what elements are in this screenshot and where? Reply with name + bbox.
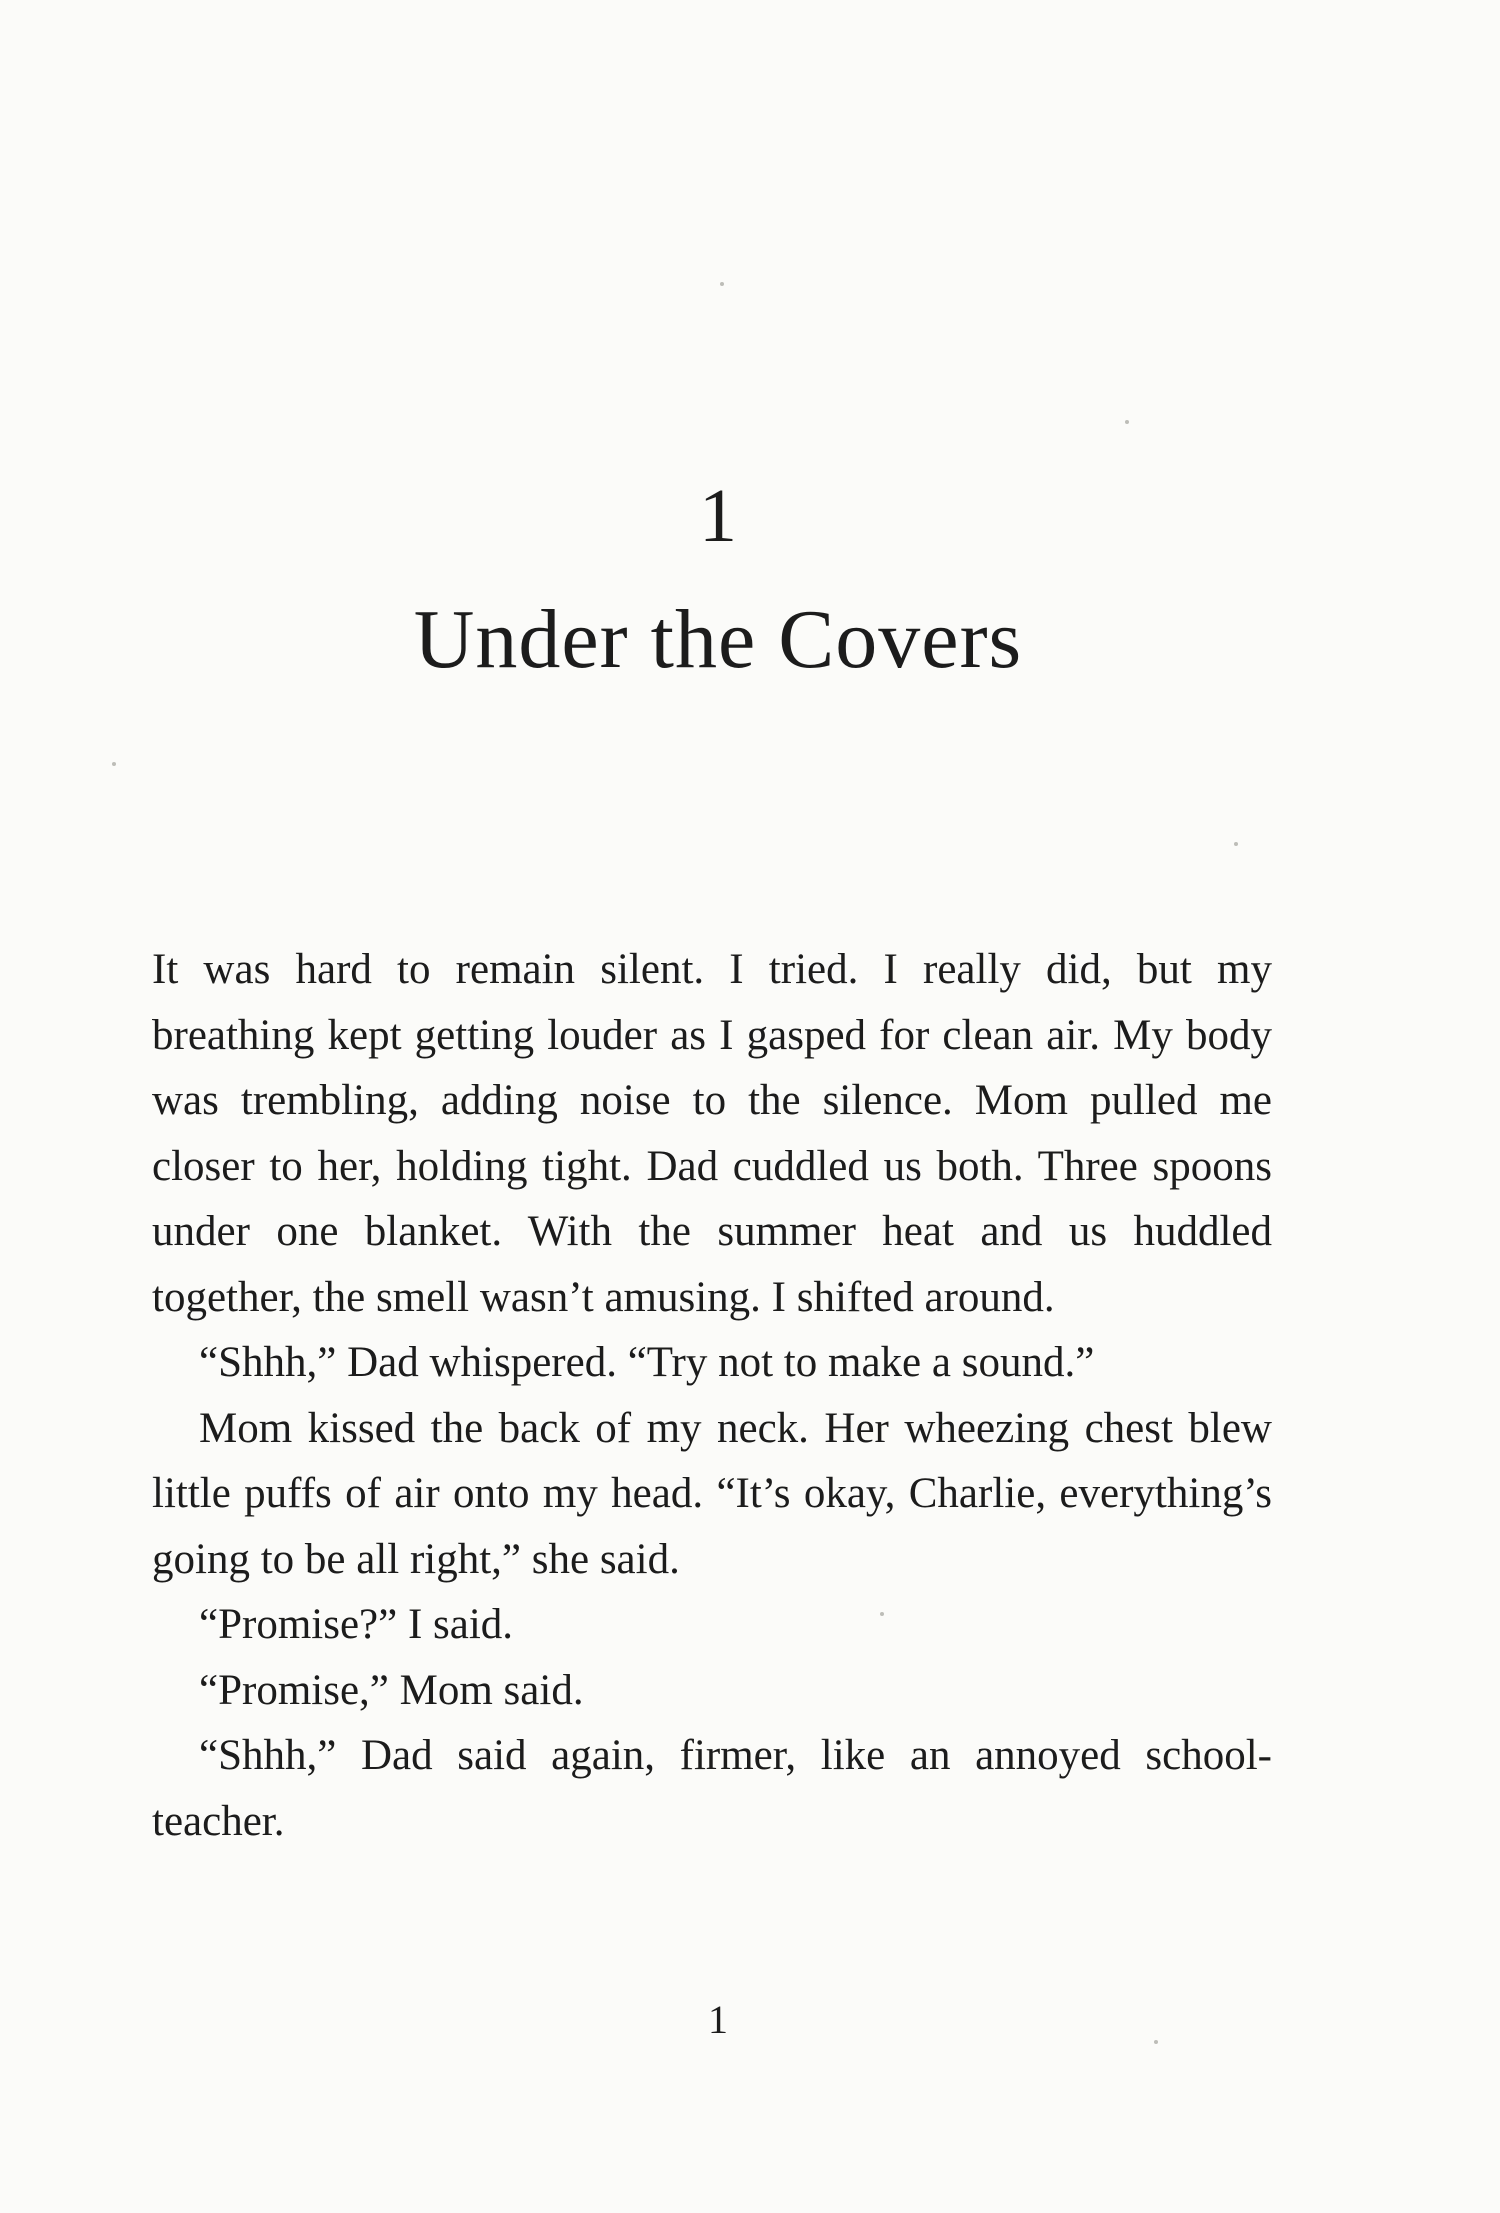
scan-speck [720,282,724,286]
paragraph: “Shhh,” Dad said again, firmer, like an annoyed school-teacher. [152,1732,1272,1845]
chapter-title: Under the Covers [413,593,1023,686]
chapter-body [152,937,1272,1854]
scan-speck [1125,420,1129,424]
chapter-number: 1 [699,474,737,558]
scan-speck [1234,842,1238,846]
paragraph: It was hard to remain silent. I tried. I really did, but my breathing kept getting louder as I gasped for clean air. My body was trembling, adding noise to the silence. Mom pulled me closer to her, holding tight. Dad cuddled us both. Three spoons under one blanket. With the summer heat and us huddled together, the smell wasn’t amusing. I shifted around. [152,946,1272,1321]
paragraph: “Promise,” Mom said. [199,1666,584,1714]
paragraph: “Shhh,” Dad whispered. “Try not to make a sound.” [199,1339,1095,1386]
scan-speck [112,762,116,766]
scan-speck [1154,2040,1158,2044]
paragraph: “Promise?” I said. [199,1601,514,1648]
page-number: 1 [708,1997,728,2042]
scan-speck [880,1612,884,1616]
paragraph: Mom kissed the back of my neck. Her wheezing chest blew little puffs of air onto my head. “It’s okay, Charlie, everything’s going to be all right,” she said. [152,1404,1272,1583]
